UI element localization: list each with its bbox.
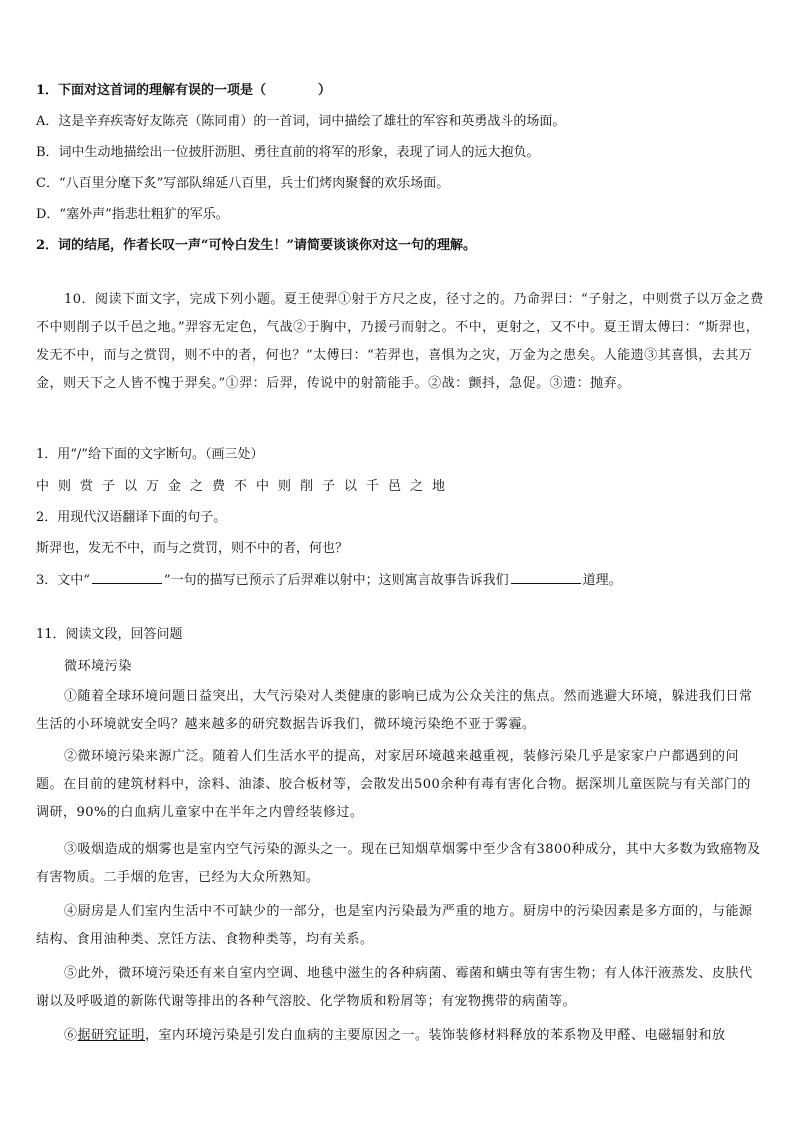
q10-sub3-part1: 3．文中“ bbox=[36, 573, 90, 588]
option-d: D．“塞外声”指悲壮粗犷的军乐。 bbox=[36, 207, 229, 222]
q10-passage: 10．阅读下面文字，完成下列小题。夏王使羿①射于方尺之皮，径寸之的。乃命羿曰：“子射之，中则赏子以万金之费不中则削子以千邑之地。”羿容无定色，气战②于胸中，乃援弓而射之。不中，更射之，又不中。夏王谓太傅曰：“斯羿也，发无不中，而与之赏罚，则不中的者，何也？”太傅曰：“若羿也，喜惧为之灾，万金为之患矣。人能遗③其喜惧，去其万金，则天下之人皆不愧于羿矣。”①羿：后羿，传说中的射箭能手。②战：颤抖，急促。③遗：抛弃。 bbox=[36, 292, 764, 391]
p6-number: ⑥ bbox=[64, 1028, 78, 1043]
question-2: 2．词的结尾，作者长叹一声“可怜白发生！”请简要谈谈你对这一句的理解。 bbox=[36, 238, 477, 253]
article-paragraph-2: ②微环境污染来源广泛。随着人们生活水平的提高，对家居环境越来越重视，装修污染几乎是家家户户都遇到的问题。在目前的建筑材料中，涂料、油漆、胶合板材等，会散发出500余种有毒有害化合物。据深圳儿童医院与有关部门的调研，90%的白血病儿童家中在半年之内曾经装修过。 bbox=[36, 749, 751, 820]
p6-underlined-phrase: 据研究证明 bbox=[77, 1028, 146, 1043]
article-paragraph-1: ①随着全球环境问题日益突出，大气污染对人类健康的影响已成为公众关注的焦点。然而逃避大环境，躲进我们日常生活的小环境就安全吗？越来越多的研究数据告诉我们，微环境污染绝不亚于雾霾。 bbox=[36, 689, 753, 732]
q10-sub3-part3: 道理。 bbox=[582, 573, 622, 588]
article-title: 微环境污染 bbox=[64, 659, 133, 674]
q10-sub2-text: 斯羿也，发无不中，而与之赏罚，则不中的者，何也？ bbox=[36, 541, 349, 556]
answer-blank-2[interactable] bbox=[511, 571, 581, 584]
article-paragraph-5: ⑤此外，微环境污染还有来自室内空调、地毯中滋生的各种病菌、霉菌和螨虫等有害生物；有人体汗液蒸发、皮肤代谢以及呼吸道的新陈代谢等排出的各种气溶胶、化学物质和粉屑等；有宠物携带的病菌等。 bbox=[36, 966, 753, 1009]
q10-sub1: 1．用“/”给下面的文字断句。（画三处） bbox=[36, 447, 264, 462]
q11-heading: 11．阅读文段，回答问题 bbox=[36, 627, 183, 642]
answer-blank-1[interactable] bbox=[92, 571, 162, 584]
q10-sub2: 2．用现代汉语翻译下面的句子。 bbox=[36, 510, 227, 525]
p6-text: ，室内环境污染是引发白血病的主要原因之一。装饰装修材料释放的苯系物及甲醛、电磁辐射和放 bbox=[145, 1028, 726, 1043]
article-paragraph-3: ③吸烟造成的烟雾也是室内空气污染的源头之一。现在已知烟草烟雾中至少含有3800种成分，其中大多数为致癌物及有害物质。二手烟的危害，已经为大众所熟知。 bbox=[36, 842, 761, 885]
q10-sub1-text: 中则赏子以万金之费不中则削子以千邑之地 bbox=[36, 479, 455, 494]
option-a: A．这是辛弃疾寄好友陈亮（陈同甫）的一首词，词中描绘了雄壮的军容和英勇战斗的场面。 bbox=[36, 114, 566, 129]
question-1: 1．下面对这首词的理解有误的一项是（ ） bbox=[36, 83, 332, 98]
article-paragraph-4: ④厨房是人们室内生活中不可缺少的一部分，也是室内污染最为严重的地方。厨房中的污染因素是多方面的，与能源结构、食用油种类、烹饪方法、食物种类等，均有关系。 bbox=[36, 904, 753, 947]
option-b: B．词中生动地描绘出一位披肝沥胆、勇往直前的将军的形象，表现了词人的远大抱负。 bbox=[36, 145, 540, 160]
q10-sub3-part2: ”一句的描写已预示了后羿难以射中；这则寓言故事告诉我们 bbox=[163, 573, 509, 588]
option-c: C．“八百里分麾下炙”写部队绵延八百里，兵士们烤肉聚餐的欢乐场面。 bbox=[36, 176, 450, 191]
article-paragraph-6 bbox=[36, 1022, 764, 1050]
q10-sub3 bbox=[36, 571, 764, 590]
